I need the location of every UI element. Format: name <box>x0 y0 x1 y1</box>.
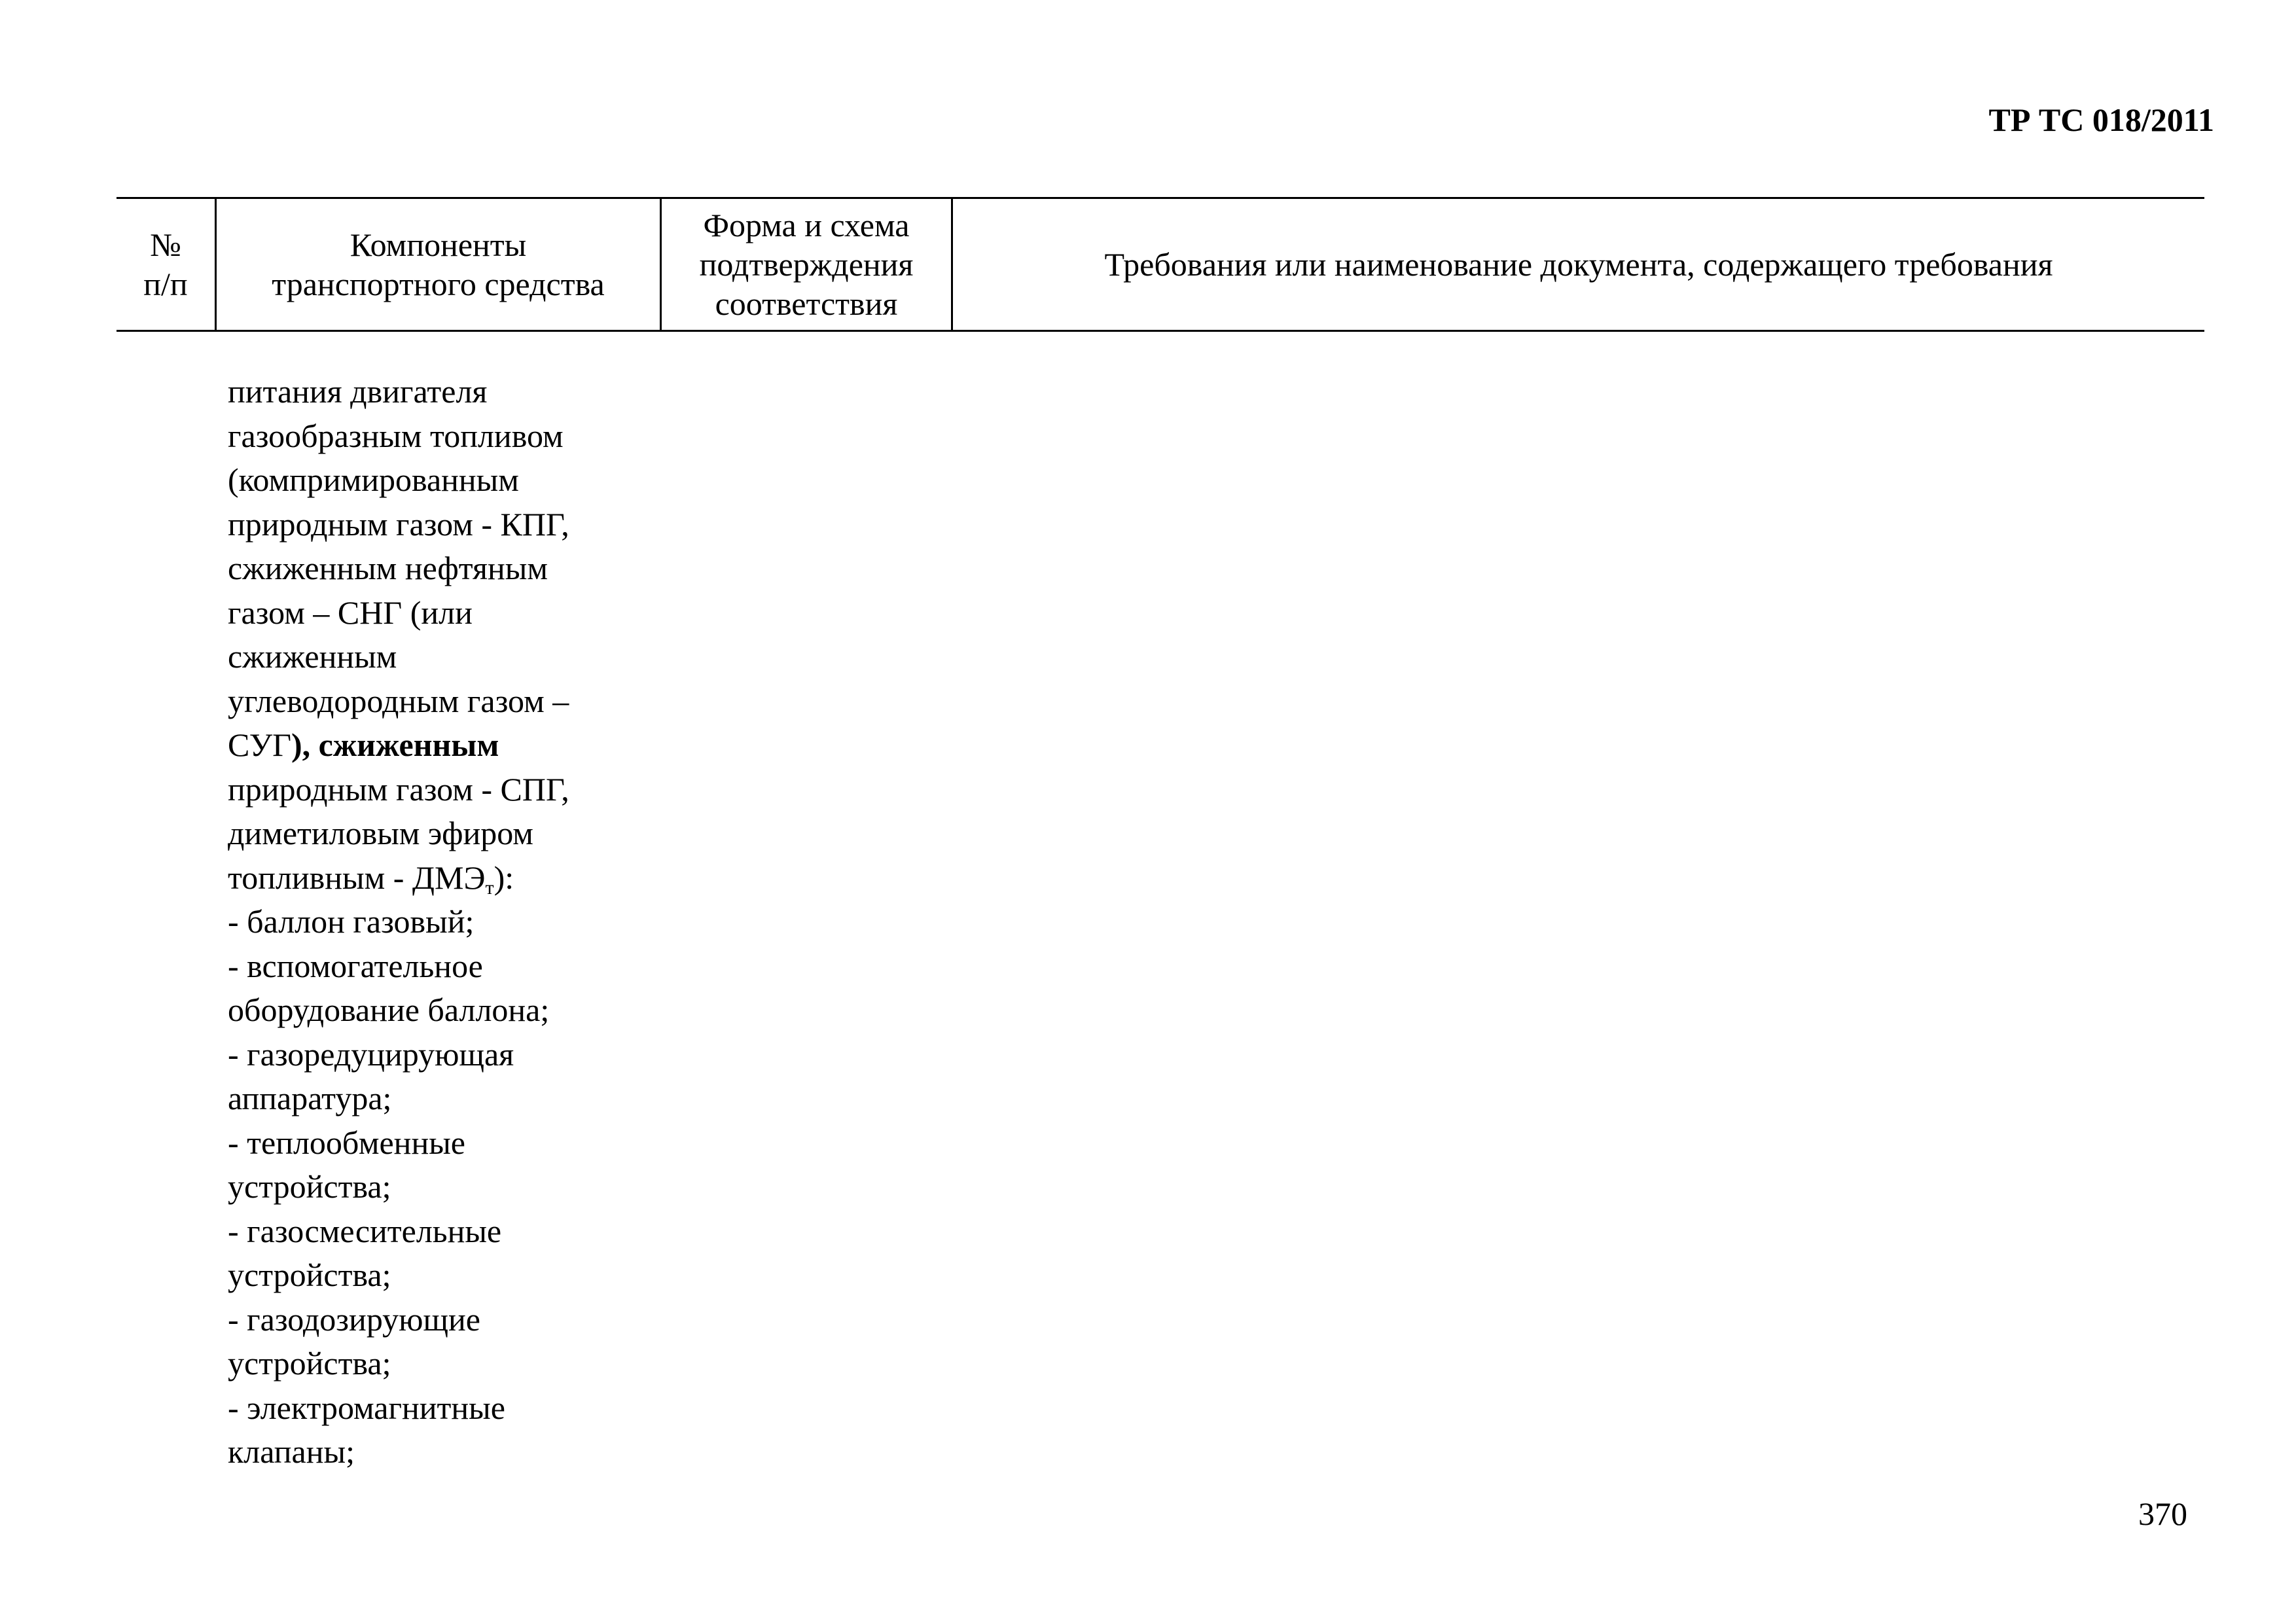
component-line: - баллон газовый; <box>228 903 475 940</box>
subscript: т <box>485 876 494 899</box>
header-conformity-form: Форма и схема подтверждения соответствия <box>660 199 951 330</box>
component-line: питания двигателя <box>228 373 488 410</box>
component-line: газом – СНГ (или <box>228 594 473 631</box>
component-line: - теплообменные <box>228 1124 465 1161</box>
header-requirements: Требования или наименование документа, содержащего требования <box>951 199 2204 330</box>
component-line: оборудование баллона; <box>228 991 550 1028</box>
header-components: Компоненты транспортного средства <box>215 199 660 330</box>
component-line-part: ), сжиженным <box>291 726 499 763</box>
component-line: - газоредуцирующая <box>228 1035 514 1073</box>
component-line: - газодозирующие <box>228 1300 480 1338</box>
component-line: природным газом - КПГ, <box>228 505 569 543</box>
component-line: природным газом - СПГ, <box>228 770 569 808</box>
component-line-part: СУГ <box>228 726 291 763</box>
component-cell <box>228 370 673 1474</box>
header-number: № п/п <box>143 226 188 302</box>
component-line: сжиженным нефтяным <box>228 550 548 586</box>
component-line: клапаны; <box>228 1433 355 1470</box>
component-line: углеводородным газом – <box>228 682 569 719</box>
component-line: диметиловым эфиром <box>228 815 533 851</box>
number-cell <box>117 370 228 1474</box>
component-line-part: топливным - ДМЭ <box>228 859 486 896</box>
component-line <box>228 856 673 901</box>
component-line: сжиженным <box>228 638 397 675</box>
table-header <box>117 197 2204 332</box>
component-line: устройства; <box>228 1168 391 1205</box>
component-line: - вспомогательное <box>228 947 483 984</box>
page-number: 370 <box>2138 1495 2187 1532</box>
document-code: ТР ТС 018/2011 <box>1988 101 2214 138</box>
component-line: устройства; <box>228 1257 391 1293</box>
component-line: (компримированным <box>228 461 519 498</box>
component-line: газообразным топливом <box>228 417 564 454</box>
component-line-part: ): <box>493 859 514 896</box>
component-line: аппаратура; <box>228 1080 392 1116</box>
component-line: - электромагнитные <box>228 1389 505 1426</box>
component-line: - газосмесительные <box>228 1212 502 1249</box>
table-row <box>117 370 2204 1474</box>
component-line <box>228 723 673 768</box>
component-line: устройства; <box>228 1345 391 1382</box>
